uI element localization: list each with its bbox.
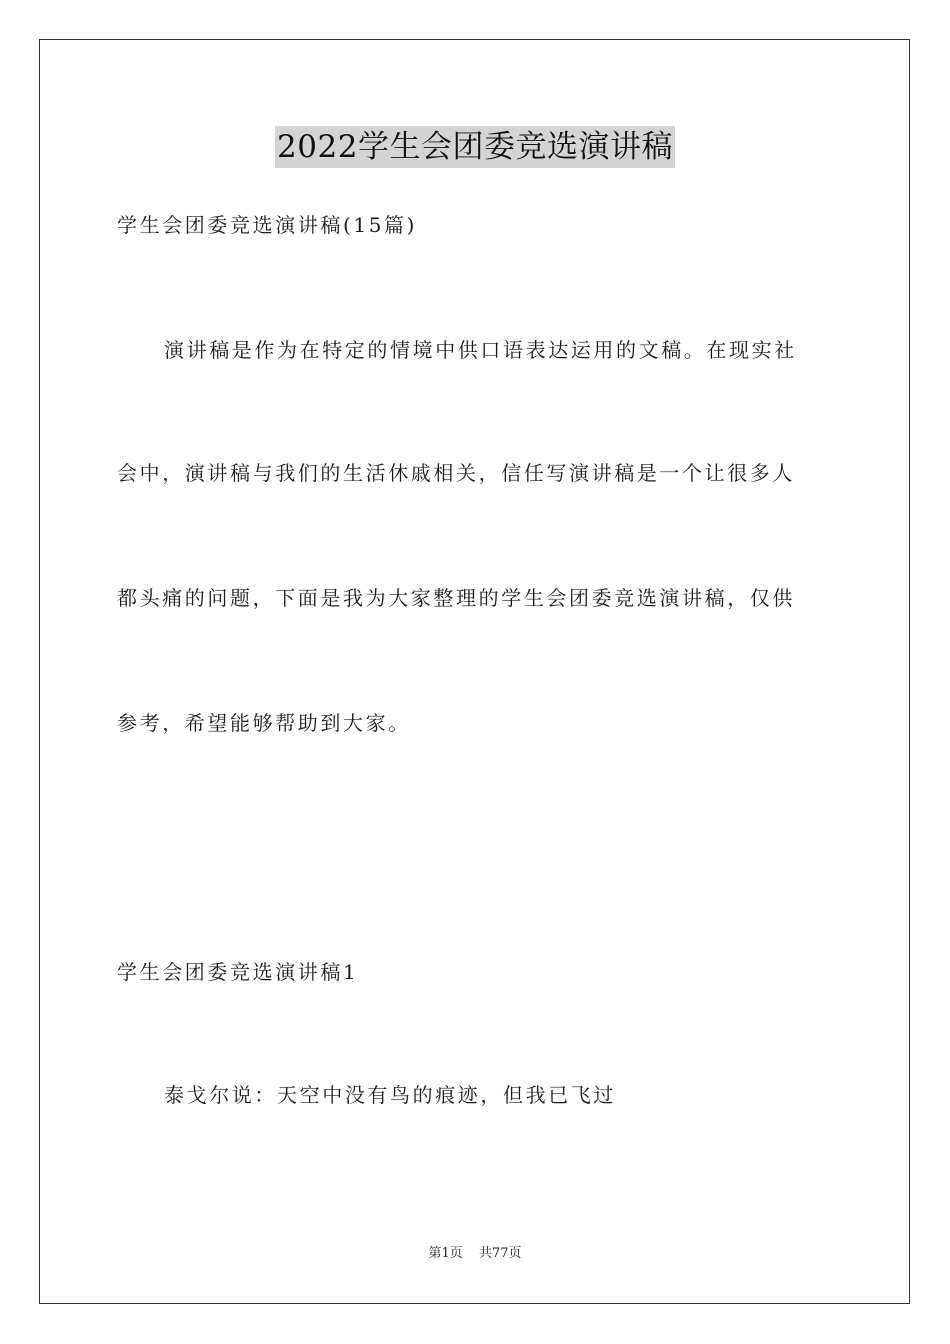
- intro-line-2: 会中，演讲稿与我们的生活休戚相关，信任写演讲稿是一个让很多人: [117, 461, 795, 485]
- document-title: 2022学生会团委竞选演讲稿: [275, 126, 675, 168]
- page-footer: [0, 1245, 950, 1263]
- intro-line-1: 演讲稿是作为在特定的情境中供口语表达运用的文稿。在现实社: [164, 338, 797, 362]
- intro-line-3: 都头痛的问题，下面是我为大家整理的学生会团委竞选演讲稿，仅供: [117, 586, 795, 610]
- page-number-current: 第1页: [428, 1246, 463, 1261]
- page-number-total: 共77页: [478, 1246, 522, 1261]
- section-first-line: 泰戈尔说：天空中没有鸟的痕迹，但我已飞过: [164, 1083, 616, 1107]
- section-heading: 学生会团委竞选演讲稿1: [117, 960, 359, 984]
- document-subtitle: 学生会团委竞选演讲稿(15篇): [117, 213, 418, 237]
- title-container: [0, 126, 950, 168]
- intro-line-4: 参考，希望能够帮助到大家。: [117, 711, 411, 735]
